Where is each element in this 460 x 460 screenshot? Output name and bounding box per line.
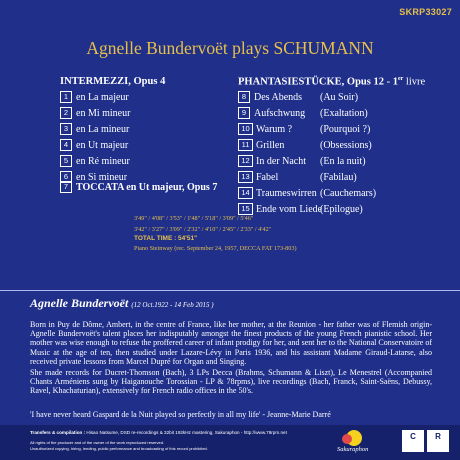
artist-name: Agnelle Bundervoët (12 Oct.1922 - 14 Feb 2015 ): [30, 296, 214, 310]
track-french-title: (Epilogue): [320, 204, 363, 215]
track-number: 13: [238, 171, 253, 183]
artist-biography: [30, 320, 432, 396]
track-title: Grillen: [256, 140, 285, 151]
track-french-title: (En la nuit): [320, 156, 366, 167]
track-french-title: (Au Soir): [320, 92, 359, 103]
track-number: 3: [60, 123, 72, 135]
track-row[interactable]: [238, 139, 438, 152]
rights-notice: All rights of the producer and of the owner of the work reproduced reserved. Unauthorized copying, hiring, lending, public performance and broadcasting of this record prohibited.: [30, 440, 208, 451]
track-number: 7: [60, 181, 72, 193]
track-title: Des Abends: [254, 92, 303, 103]
track-title: en Mi mineur: [76, 108, 131, 119]
track-french-title: (Pourquoi ?): [320, 124, 371, 135]
track-number: 10: [238, 123, 253, 135]
track-number: 14: [238, 187, 253, 199]
track-title: en La majeur: [76, 92, 129, 103]
track-title: Aufschwung: [254, 108, 306, 119]
artist-dates: (12 Oct.1922 - 14 Feb 2015 ): [131, 301, 214, 309]
durations-line-2: 3'42" / 3'27" / 3'09" / 2'32" / 4'10" / 2'45" / 2'33" / 4'42": [134, 226, 272, 233]
track-title: In der Nacht: [256, 156, 306, 167]
track-number: 9: [238, 107, 250, 119]
track-title: en Si mineur: [76, 172, 128, 183]
production-credit: Transfers & compilation : Hisao Natsume, DSD re-recordings & 32bit 192kHz mastering, Sakuraphon - http://www.78rpm.net: [30, 430, 287, 435]
track-title: Fabel: [256, 172, 279, 183]
catalog-number: SKRP33027: [399, 7, 452, 17]
track-french-title: (Fabilau): [320, 172, 357, 183]
section-divider: [0, 290, 460, 291]
track-title: en Ut majeur: [76, 140, 129, 151]
track-title: en Ré mineur: [76, 156, 130, 167]
track-title: Warum ?: [256, 124, 293, 135]
track-number: 11: [238, 139, 253, 151]
track-title: Traumeswirren: [256, 188, 317, 199]
copyright-badge-icon: C: [402, 430, 424, 452]
track-row[interactable]: [238, 155, 438, 168]
track-row[interactable]: [238, 91, 438, 104]
track-french-title: (Cauchemars): [320, 188, 377, 199]
track-row[interactable]: [238, 203, 438, 216]
bio-paragraph: She made records for Ducret-Thomson (Bach), 3 LPs Decca (Brahms, Schumann & Liszt), Le Menestrel (Accompanied Chants Arméniens sung by Haiganouche Torossian - LP & 78rpms), live recordings (Bach, Franck, Saint-Saëns, Debussy, Ravel, Khachaturian), extensively for French radio offices in the 50's.: [30, 368, 432, 396]
track-number: 6: [60, 171, 72, 183]
track-row-toccata[interactable]: [60, 181, 240, 194]
track-french-title: (Obsessions): [320, 140, 372, 151]
track-number: 2: [60, 107, 72, 119]
track-number: 8: [238, 91, 250, 103]
intermezzi-heading: INTERMEZZI, Opus 4: [60, 76, 166, 87]
track-title: TOCCATA en Ut majeur, Opus 7: [76, 182, 218, 193]
press-quote: 'I have never heard Gaspard de la Nuit played so perfectly in all my life' - Jeanne-Marie Darré: [30, 410, 331, 419]
track-french-title: (Exaltation): [320, 108, 368, 119]
track-row[interactable]: [238, 187, 438, 200]
sakuraphon-logo-icon: Sakuraphon: [335, 426, 371, 456]
total-time: TOTAL TIME : 54'51": [134, 235, 198, 242]
track-number: 15: [238, 203, 253, 215]
track-title: Ende vom Liede: [256, 204, 323, 215]
durations-line-1: 3'49" / 4'08" / 3'53" / 1'48" / 5'18" / 3'09" / 5'46": [134, 215, 254, 222]
track-number: 1: [60, 91, 72, 103]
bio-paragraph: Born in Puy de Dôme, Ambert, in the centre of France, like her mother, at the Reunion - her father was of Flemish origin-Agnelle Bundervoët's talent places her indisputably amongst the finest products of the young French pianistic school. Her mother was wise enough to refuse the proffered career of infant prodigy for her, and sent her to the National Conservatoire of Music at the age of ten, then studied under Lazare-Lévy in Paris 1936, and his assistant Madame Giraud-Latarse, also received private lessons from Marcel Dupré for Organ and Singing.: [30, 320, 432, 366]
track-row[interactable]: [60, 155, 210, 168]
track-row[interactable]: [60, 107, 210, 120]
track-row[interactable]: [60, 91, 210, 104]
phantasie-heading: PHANTASIESTÜCKE, Opus 12 - 1er livre: [238, 76, 426, 88]
album-title: Agnelle Bundervoët plays SCHUMANN: [86, 38, 374, 58]
track-row[interactable]: [60, 123, 210, 136]
track-row[interactable]: [238, 123, 438, 136]
track-row[interactable]: [238, 107, 438, 120]
track-row[interactable]: [60, 139, 210, 152]
track-number: 4: [60, 139, 72, 151]
recording-note: Piano Steinway (rec. September 24, 1957, DECCA FAT 173-803): [134, 245, 297, 252]
track-number: 12: [238, 155, 253, 167]
track-title: en La mineur: [76, 124, 130, 135]
rights-badge-icon: R: [427, 430, 449, 452]
track-row[interactable]: [238, 171, 438, 184]
track-number: 5: [60, 155, 72, 167]
